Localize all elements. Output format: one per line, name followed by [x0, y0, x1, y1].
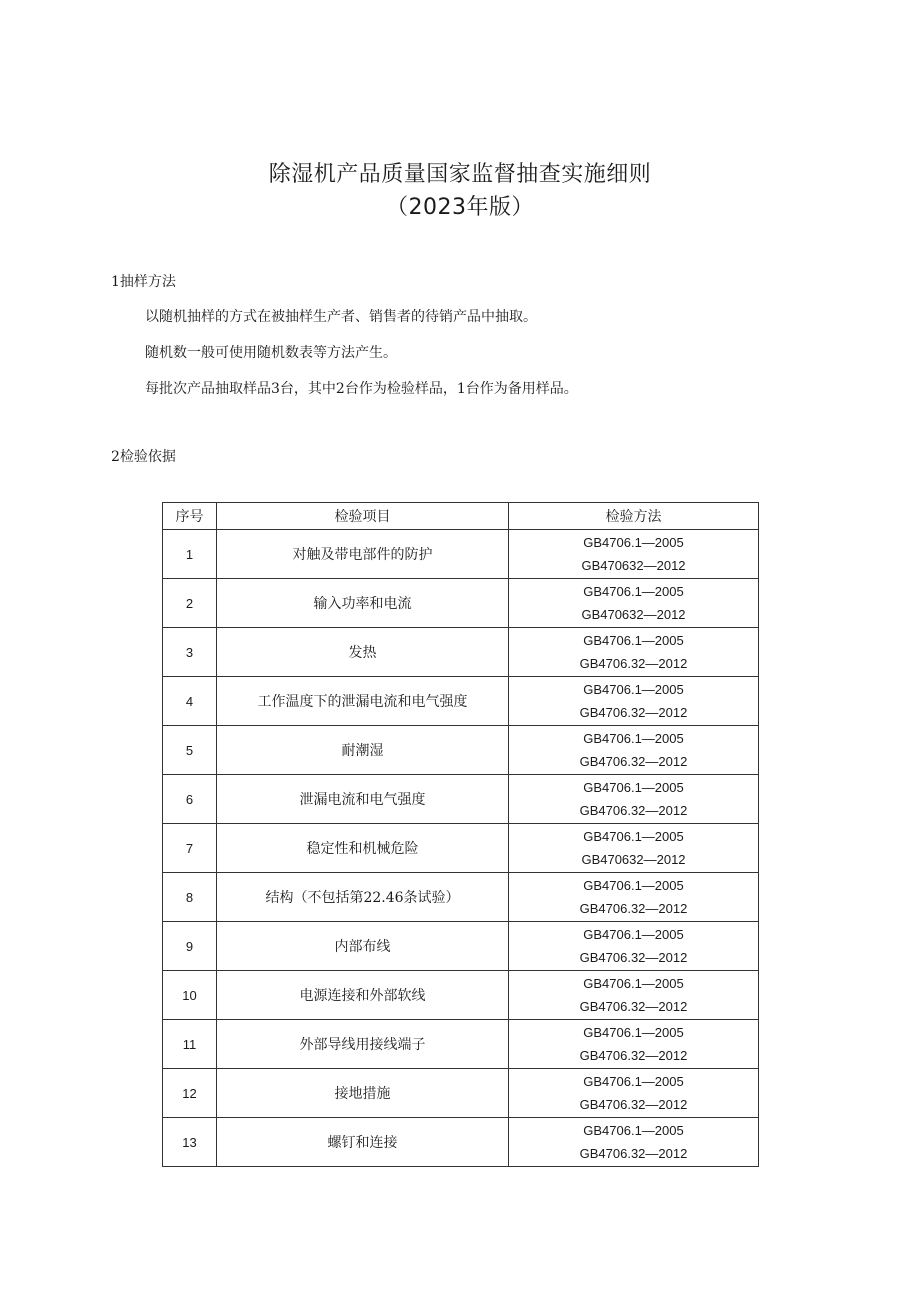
table-row — [163, 1069, 759, 1118]
row-number: 2 — [163, 579, 217, 628]
row-method — [509, 873, 759, 922]
row-item: 泄漏电流和电气强度 — [217, 775, 509, 824]
method-standard-1: GB4706.1—2005 — [583, 878, 684, 893]
row-method — [509, 824, 759, 873]
table-row — [163, 824, 759, 873]
table-row — [163, 579, 759, 628]
row-item: 输入功率和电流 — [217, 579, 509, 628]
section1-heading: 1抽样方法 — [111, 274, 176, 290]
header-item: 检验项目 — [217, 503, 509, 530]
table-row — [163, 873, 759, 922]
section2-heading: 2检验依据 — [111, 449, 176, 465]
row-item: 发热 — [217, 628, 509, 677]
table-row — [163, 971, 759, 1020]
row-number: 4 — [163, 677, 217, 726]
row-number: 12 — [163, 1069, 217, 1118]
inspection-table — [162, 502, 759, 1167]
method-standard-2: GB4706.32—2012 — [579, 950, 688, 965]
row-method — [509, 775, 759, 824]
header-number: 序号 — [163, 503, 217, 530]
table-row — [163, 726, 759, 775]
document-title: 除湿机产品质量国家监督抽查实施细则 — [268, 162, 652, 187]
row-item: 结构（不包括第22.46条试验） — [217, 873, 509, 922]
method-standard-1: GB4706.1—2005 — [583, 682, 684, 697]
row-number: 7 — [163, 824, 217, 873]
method-standard-2: GB4706.32—2012 — [579, 1146, 688, 1161]
method-standard-2: GB4706.32—2012 — [579, 1048, 688, 1063]
method-standard-2: GB4706.32—2012 — [579, 656, 688, 671]
method-standard-1: GB4706.1—2005 — [583, 633, 684, 648]
row-method — [509, 726, 759, 775]
row-item: 内部布线 — [217, 922, 509, 971]
method-standard-1: GB4706.1—2005 — [583, 780, 684, 795]
method-standard-1: GB4706.1—2005 — [583, 584, 684, 599]
table-row — [163, 530, 759, 579]
row-number: 5 — [163, 726, 217, 775]
row-item: 外部导线用接线端子 — [217, 1020, 509, 1069]
document-subtitle: （2023年版） — [386, 195, 534, 220]
method-standard-1: GB4706.1—2005 — [583, 1074, 684, 1089]
header-method: 检验方法 — [509, 503, 759, 530]
method-standard-2: GB4706.32—2012 — [579, 705, 688, 720]
table-row — [163, 775, 759, 824]
row-number: 6 — [163, 775, 217, 824]
table-header-row — [163, 503, 759, 530]
method-standard-1: GB4706.1—2005 — [583, 731, 684, 746]
row-item: 螺钉和连接 — [217, 1118, 509, 1167]
method-standard-2: GB4706.32—2012 — [579, 901, 688, 916]
method-standard-1: GB4706.1—2005 — [583, 1025, 684, 1040]
row-method — [509, 1118, 759, 1167]
table-row — [163, 677, 759, 726]
row-item: 接地措施 — [217, 1069, 509, 1118]
row-method — [509, 971, 759, 1020]
row-number: 3 — [163, 628, 217, 677]
method-standard-2: GB4706.32—2012 — [579, 803, 688, 818]
row-number: 1 — [163, 530, 217, 579]
section1-paragraph-3: 每批次产品抽取样品3台，其中2台作为检验样品，1台作为备用样品。 — [145, 381, 578, 397]
row-number: 11 — [163, 1020, 217, 1069]
table-row — [163, 1020, 759, 1069]
row-method — [509, 628, 759, 677]
method-standard-2: GB470632—2012 — [581, 852, 686, 867]
section1-paragraph-1: 以随机抽样的方式在被抽样生产者、销售者的待销产品中抽取。 — [145, 309, 537, 325]
row-number: 10 — [163, 971, 217, 1020]
row-method — [509, 922, 759, 971]
method-standard-1: GB4706.1—2005 — [583, 829, 684, 844]
method-standard-2: GB4706.32—2012 — [579, 999, 688, 1014]
method-standard-1: GB4706.1—2005 — [583, 1123, 684, 1138]
table-row — [163, 922, 759, 971]
row-method — [509, 1069, 759, 1118]
row-number: 13 — [163, 1118, 217, 1167]
section1-paragraph-2: 随机数一般可使用随机数表等方法产生。 — [145, 345, 397, 361]
method-standard-1: GB4706.1—2005 — [583, 976, 684, 991]
row-item: 电源连接和外部软线 — [217, 971, 509, 1020]
method-standard-1: GB4706.1—2005 — [583, 535, 684, 550]
method-standard-2: GB4706.32—2012 — [579, 754, 688, 769]
row-method — [509, 677, 759, 726]
row-item: 对触及带电部件的防护 — [217, 530, 509, 579]
row-method — [509, 530, 759, 579]
row-item: 耐潮湿 — [217, 726, 509, 775]
row-method — [509, 579, 759, 628]
table-row — [163, 628, 759, 677]
method-standard-1: GB4706.1—2005 — [583, 927, 684, 942]
row-item: 工作温度下的泄漏电流和电气强度 — [217, 677, 509, 726]
row-method — [509, 1020, 759, 1069]
method-standard-2: GB470632—2012 — [581, 558, 686, 573]
table-row — [163, 1118, 759, 1167]
method-standard-2: GB4706.32—2012 — [579, 1097, 688, 1112]
row-number: 9 — [163, 922, 217, 971]
row-item: 稳定性和机械危险 — [217, 824, 509, 873]
method-standard-2: GB470632—2012 — [581, 607, 686, 622]
row-number: 8 — [163, 873, 217, 922]
